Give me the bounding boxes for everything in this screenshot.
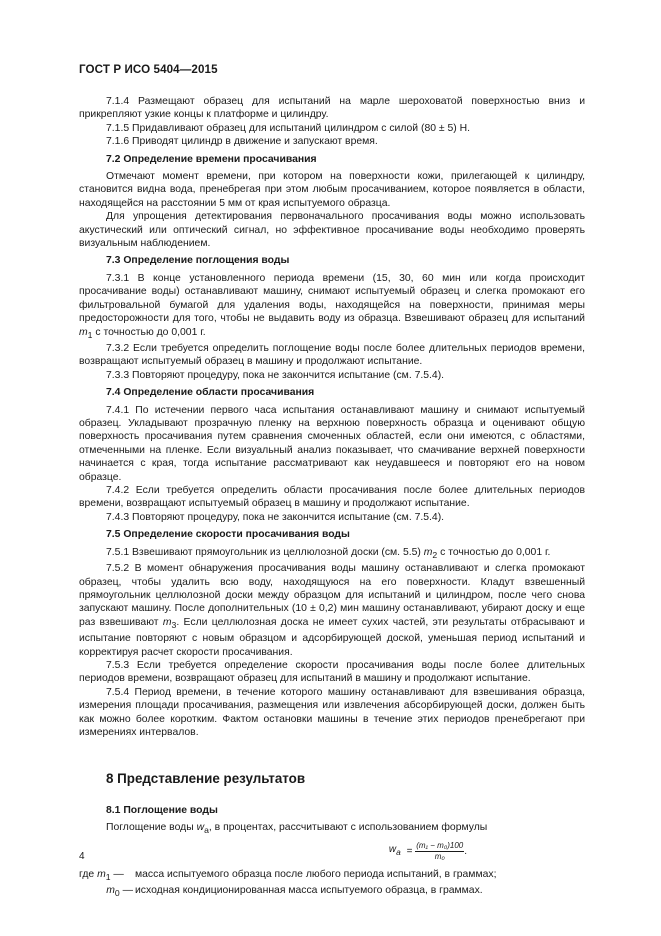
clause-text: . Если целлюлозная доска не имеет сухих частей, эти результаты отбрасывают и испытание повторяют с новым образцом и адсорбирующей доской, уменьшая период испытаний и корректируя расчет скорости просачивания. — [79, 616, 585, 658]
clause-7-4-2: 7.4.2 Если требуется определить области просачивания после более длительных периодов времени, возвращают испытуемый образец в машину и продолжают испытание. — [79, 485, 585, 510]
clause-text: с точностью до 0,001 г. — [437, 546, 551, 558]
definition-text: исходная кондиционированная масса испытуемого образца, в граммах. — [135, 885, 483, 897]
formula-variable: w — [388, 844, 397, 856]
definition-term — [79, 868, 135, 884]
subscript: 2 — [432, 549, 438, 560]
formula-tail: . — [464, 845, 467, 857]
heading-7-3: 7.3 Определение поглощения воды — [106, 255, 290, 267]
definition-dash: — — [110, 868, 124, 880]
formula-lhs — [389, 843, 401, 859]
clause-7-3-3: 7.3.3 Повторяют процедуру, пока не закончится испытание (см. 7.5.4). — [106, 369, 445, 381]
clause-7-3-2: 7.3.2 Если требуется определить поглощение воды после более длительных периодов времени, возвращают испытуемый образец в машину и продолжают испытание. — [79, 342, 585, 368]
page-number: 4 — [79, 851, 85, 862]
variable: w — [196, 822, 205, 834]
formula-subscript: a — [396, 847, 401, 858]
formula-denominator: m₀ — [434, 851, 445, 861]
definition-row — [79, 884, 585, 900]
clause-text: с точностью до 0,001 г. — [92, 326, 206, 338]
definition-subscript: 0 — [114, 888, 120, 899]
variable: m — [423, 546, 433, 558]
definition-prefix: где — [79, 868, 98, 880]
clause-7-1-5: 7.1.5 Придавливают образец для испытаний цилиндром с силой (80 ± 5) Н. — [106, 122, 471, 134]
clause-7-3-1 — [79, 272, 585, 342]
heading-8: 8 Представление результатов — [106, 770, 306, 786]
definition-variable: m — [97, 868, 106, 880]
definition-text: масса испытуемого образца после любого периода испытаний, в граммах; — [135, 868, 497, 880]
subscript: a — [204, 825, 209, 836]
clause-7-2-para-2: Для упрощения детектирования первоначального просачивания воды можно использовать акустический или оптический сигнал, но эффективное просачивание воды необходимо проверять визуальным наблюдением. — [79, 211, 585, 250]
clause-7-5-2 — [79, 562, 585, 659]
clause-7-4-1: 7.4.1 По истечении первого часа испытания останавливают машину и снимают испытуемый образец. Укладывают прозрачную пленку на верхнюю поверхность образца и оценивают общую поверхность просачивания путем сравнения смоченных областей, если они имеются, с областями, отмеченными на пленке. Если визуальный анализ показывает, что смачивание верхней поверхности начинается с края, тогда испытание рассматривают как неудавшееся и повторяют его на новом образце. — [79, 404, 585, 483]
clause-7-5-4: 7.5.4 Период времени, в течение которого машину останавливают для взвешивания образца, измерения площади просачивания, размещения или извлечения абсорбирующей доски, должен быть как можно более коротким. Фактом остановки машины в течение этих периодов пренебрегают при измерениях интервалов. — [79, 686, 585, 739]
subscript: 1 — [87, 329, 93, 340]
clause-text: 7.3.1 В конце установленного периода времени (15, 30, 60 мин или когда происходит просачивание воды) останавливают машину, снимают испытуемый образец и слегка промокают его фильтровальной бумагой для удаления воды, находящейся на поверхности, принимая меры предосторожности для того, чтобы не выдавить воду из образца. Взвешивают образец для испытаний — [79, 272, 585, 325]
definition-subscript: 1 — [105, 871, 111, 882]
clause-text: 7.5.2 В момент обнаружения просачивания воды машину останавливают и слегка промокают образец, чтобы удалить всю воду, находящуюся на его поверхности. Кладут взвешенный прямоугольник целлюлозной доски между образцом для испытаний и цилиндром, после чего снова запускают машину. После дополнительных (10 ± 0,2) мин машину останавливают, убирают доску и еще раз взвешивают — [79, 563, 585, 628]
clause-text: , в процентах, рассчитывают с использованием формулы — [208, 822, 488, 834]
document-header: ГОСТ Р ИСО 5404—2015 — [79, 63, 218, 76]
subscript: 3 — [171, 619, 177, 630]
clause-7-5-1 — [79, 546, 585, 562]
water-absorption-formula — [79, 841, 585, 862]
variable: m — [79, 326, 88, 338]
formula-numerator: (m₁ − m₀)100 — [416, 840, 464, 850]
variable: m — [162, 616, 172, 628]
heading-7-2: 7.2 Определение времени просачивания — [106, 153, 317, 165]
clause-7-1-4: 7.1.4 Размещают образец для испытаний на марле шероховатой поверхностью вниз и прикрепляют узкие концы к платформе и цилиндру. — [79, 96, 585, 121]
clause-text: Поглощение воды — [106, 822, 197, 834]
definition-variable: m — [106, 885, 115, 897]
clause-7-4-3: 7.4.3 Повторяют процедуру, пока не закончится испытание (см. 7.5.4). — [106, 511, 445, 523]
clause-7-1-6: 7.1.6 Приводят цилиндр в движение и запускают время. — [106, 136, 378, 148]
formula-equals: = — [403, 845, 416, 857]
clause-8-1-intro — [79, 821, 585, 837]
formula-fraction — [415, 841, 464, 862]
definition-row — [79, 868, 585, 884]
clause-7-5-3: 7.5.3 Если требуется определение скорости просачивания воды после более длительных периодов времени, возвращают образец для испытаний в машину и продолжают испытание. — [79, 660, 585, 685]
clause-text: 7.5.1 Взвешивают прямоугольник из целлюлозной доски (см. 5.5) — [106, 546, 424, 558]
definition-dash: — — [119, 885, 133, 897]
heading-7-5: 7.5 Определение скорости просачивания воды — [106, 529, 350, 541]
document-body — [79, 95, 585, 901]
clause-7-2-para-1: Отмечают момент времени, при котором на поверхности кожи, прилегающей к цилиндру, становится видна вода, пренебрегая при этом любым просачиванием, которое появляется в области, находящейся на расстоянии 5 мм от края испытуемого образца. — [79, 171, 585, 209]
heading-8-1: 8.1 Поглощение воды — [106, 804, 218, 816]
variable-definitions — [79, 868, 585, 901]
heading-7-4: 7.4 Определение области просачивания — [106, 387, 315, 399]
definition-term — [79, 884, 135, 900]
